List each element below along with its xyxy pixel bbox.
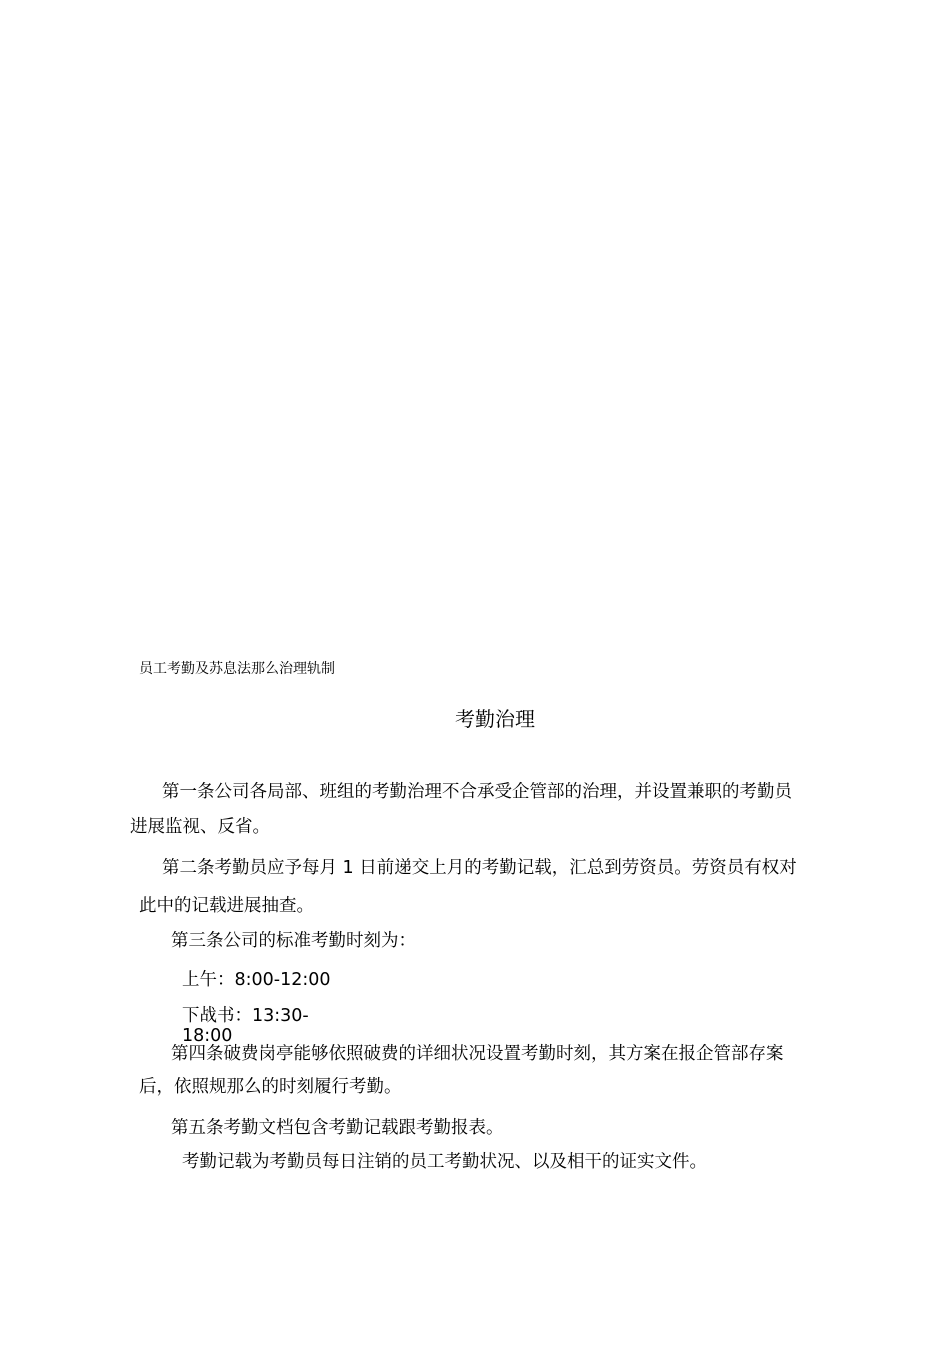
article-2-line-2: 此中的记载进展抽查。 bbox=[139, 896, 314, 916]
article-3-afternoon-time: 下战书：13:30-18:00 bbox=[182, 1006, 309, 1046]
article-5-line-1: 第五条考勤文档包含考勤记载跟考勤报表。 bbox=[171, 1118, 504, 1138]
document-title: 考勤治理 bbox=[455, 707, 535, 731]
article-1-line-2: 进展监视、反省。 bbox=[130, 817, 270, 837]
document-header: 员工考勤及苏息法那么治理轨制 bbox=[139, 661, 335, 677]
article-5-line-2: 考勤记载为考勤员每日注销的员工考勤状况、以及相干的证实文件。 bbox=[182, 1152, 707, 1172]
article-4-line-2: 后，依照规那么的时刻履行考勤。 bbox=[139, 1077, 402, 1097]
article-3-morning-time: 上午：8:00-12:00 bbox=[182, 970, 331, 990]
article-1-line-1: 第一条公司各局部、班组的考勤治理不合承受企管部的治理，并设置兼职的考勤员 bbox=[162, 782, 792, 802]
article-4-line-1: 第四条破费岗亭能够依照破费的详细状况设置考勤时刻，其方案在报企管部存案 bbox=[171, 1044, 784, 1064]
article-2-line-1: 第二条考勤员应予每月 1 日前递交上月的考勤记载，汇总到劳资员。劳资员有权对 bbox=[162, 858, 797, 878]
article-3-line-1: 第三条公司的标准考勤时刻为： bbox=[171, 931, 416, 951]
